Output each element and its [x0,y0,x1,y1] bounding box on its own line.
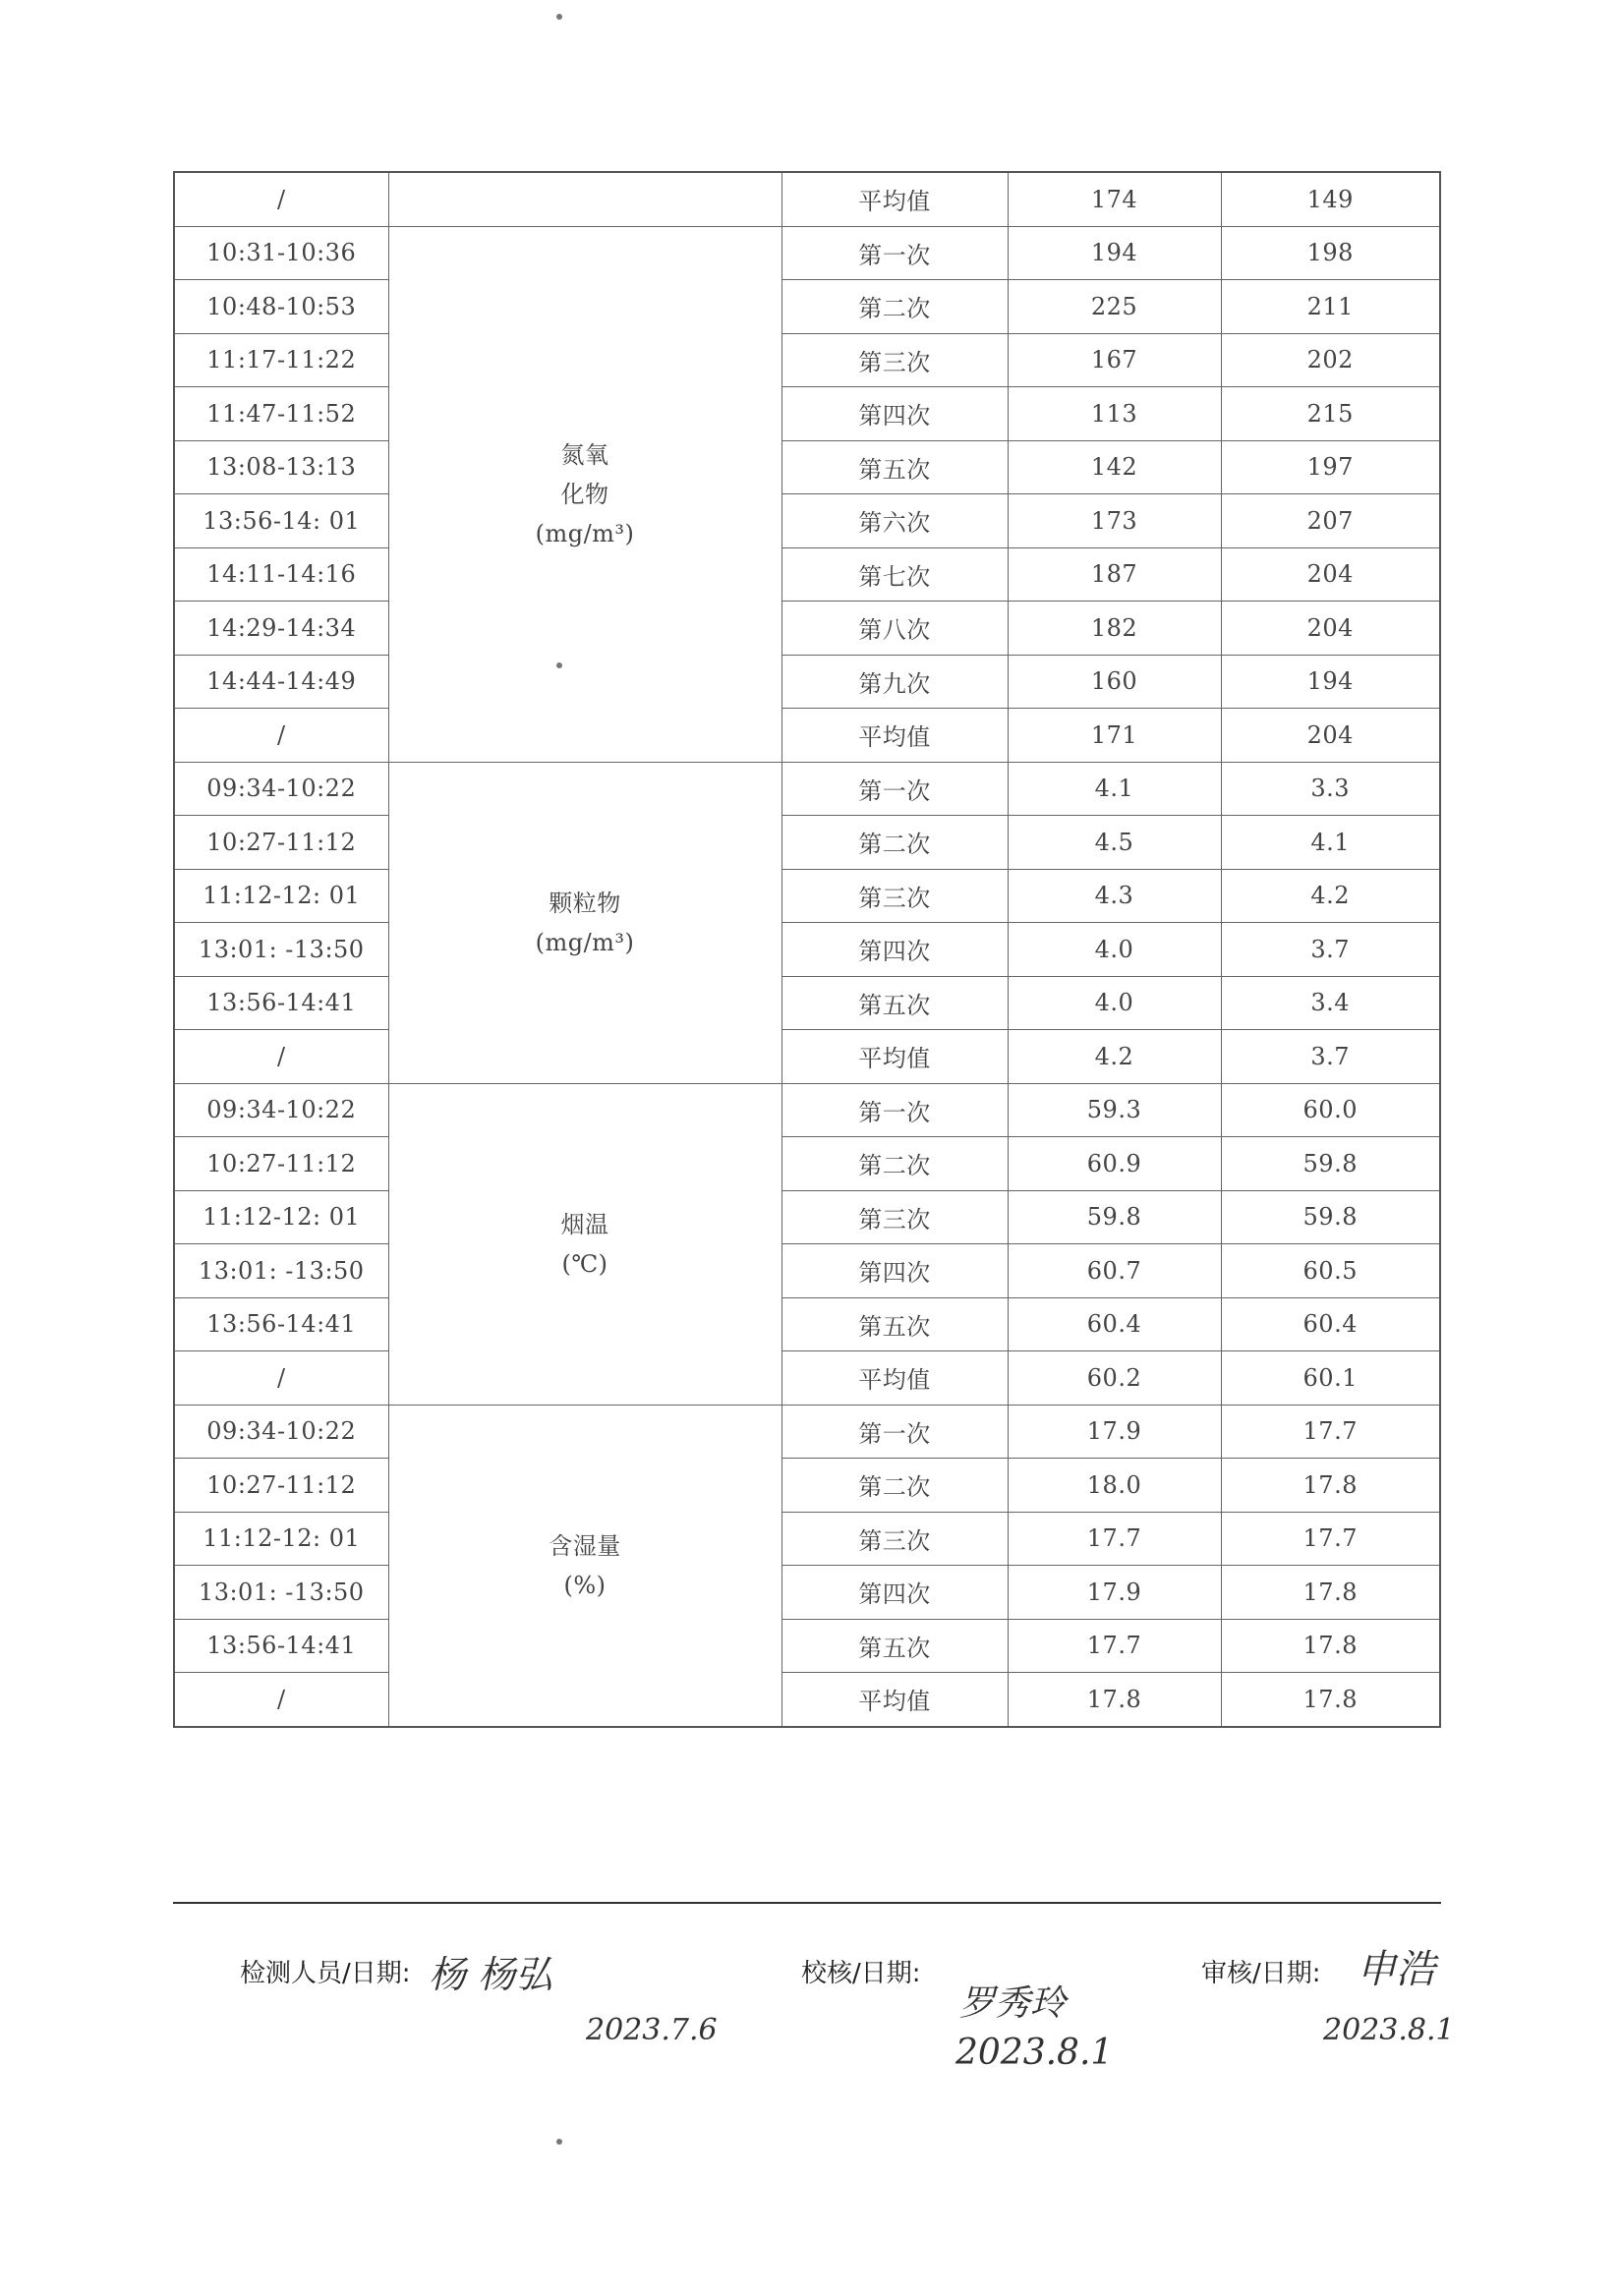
time-cell: 10:31-10:36 [174,226,388,280]
value-cell: 204 [1221,602,1440,656]
sample-label-cell: 第二次 [781,816,1008,870]
reviewer-signature: 申浩 [1357,1947,1435,1992]
value-cell: 4.0 [1008,923,1221,977]
value-cell: 60.4 [1008,1297,1221,1351]
inspector-signature: 杨 杨弘 [429,1953,553,1996]
sample-label-cell: 第八次 [781,602,1008,656]
value-cell: 211 [1221,280,1440,334]
sample-label-cell: 第五次 [781,1297,1008,1351]
parameter-line1: 颗粒物 [549,889,621,917]
value-cell: 59.8 [1221,1137,1440,1191]
checker-date: 2023.8.1 [955,2033,1114,2073]
sample-label-cell: 第六次 [781,494,1008,548]
time-cell: / [174,1030,388,1084]
sample-label-cell: 平均值 [781,709,1008,763]
parameter-line1: 氮氧 [560,440,609,469]
table-row [174,1244,1440,1298]
parameter-cell-nox [388,226,781,762]
inspector-date: 2023.7.6 [586,2013,718,2047]
value-cell: 182 [1008,602,1221,656]
value-cell: 17.8 [1221,1459,1440,1513]
table-row [174,602,1440,656]
time-cell: 11:12-12: 01 [174,1512,388,1566]
value-cell: 59.8 [1221,1190,1440,1244]
parameter-line2: 化物 [560,480,609,508]
parameter-cell-pm [388,762,781,1083]
sample-label-cell: 第四次 [781,1244,1008,1298]
value-cell: 149 [1221,172,1440,226]
time-cell: 10:48-10:53 [174,280,388,334]
value-cell: 171 [1008,709,1221,763]
sample-label-cell: 平均值 [781,172,1008,226]
value-cell: 60.2 [1008,1351,1221,1406]
value-cell: 202 [1221,333,1440,387]
value-cell: 3.3 [1221,762,1440,816]
value-cell: 60.1 [1221,1351,1440,1406]
value-cell: 160 [1008,655,1221,709]
parameter-unit: (℃) [561,1249,608,1278]
table-row [174,440,1440,494]
time-cell: 09:34-10:22 [174,1405,388,1459]
parameter-cell-moisture [388,1405,781,1727]
time-cell: 14:29-14:34 [174,602,388,656]
value-cell: 197 [1221,440,1440,494]
table-row [174,1673,1440,1727]
scan-speck [556,2139,562,2145]
table-row [174,762,1440,816]
value-cell: 4.2 [1221,869,1440,923]
time-cell: / [174,709,388,763]
sample-label-cell: 第三次 [781,1190,1008,1244]
table-row [174,1512,1440,1566]
table-row [174,709,1440,763]
parameter-unit: (mg/m³) [535,519,635,547]
value-cell: 215 [1221,387,1440,441]
time-cell: / [174,1351,388,1406]
time-cell: 13:56-14:41 [174,1619,388,1673]
sample-label-cell: 第一次 [781,762,1008,816]
value-cell: 225 [1008,280,1221,334]
value-cell: 17.8 [1221,1566,1440,1620]
sample-label-cell: 第三次 [781,333,1008,387]
value-cell: 174 [1008,172,1221,226]
value-cell: 207 [1221,494,1440,548]
value-cell: 3.7 [1221,923,1440,977]
time-cell: 13:01: -13:50 [174,1566,388,1620]
value-cell: 4.0 [1008,976,1221,1030]
sample-label-cell: 第四次 [781,1566,1008,1620]
parameter-cell [388,172,781,226]
checker-signature: 罗秀玲 [959,1983,1067,2024]
value-cell: 4.1 [1008,762,1221,816]
sample-label-cell: 第一次 [781,226,1008,280]
time-cell: / [174,172,388,226]
table-row [174,1619,1440,1673]
sample-label-cell: 平均值 [781,1673,1008,1727]
parameter-unit: (mg/m³) [535,928,635,956]
value-cell: 17.8 [1008,1673,1221,1727]
value-cell: 18.0 [1008,1459,1221,1513]
table-row [174,655,1440,709]
table-row [174,333,1440,387]
reviewer-date: 2023.8.1 [1323,2013,1455,2047]
value-cell: 60.0 [1221,1083,1440,1137]
table-body [174,172,1440,1727]
table-row [174,923,1440,977]
table-row [174,547,1440,602]
measurement-table [173,171,1441,1728]
footer-divider [173,1902,1441,1904]
parameter-unit: (%) [563,1571,607,1599]
time-cell: 13:01: -13:50 [174,923,388,977]
table-row [174,172,1440,226]
value-cell: 60.4 [1221,1297,1440,1351]
value-cell: 3.4 [1221,976,1440,1030]
value-cell: 17.7 [1221,1405,1440,1459]
table-row [174,869,1440,923]
inspector-label: 检测人员/日期: [240,1959,411,1988]
time-cell: 11:47-11:52 [174,387,388,441]
time-cell: 10:27-11:12 [174,1459,388,1513]
value-cell: 17.7 [1008,1619,1221,1673]
value-cell: 4.2 [1008,1030,1221,1084]
time-cell: 11:17-11:22 [174,333,388,387]
table-row [174,1030,1440,1084]
value-cell: 3.7 [1221,1030,1440,1084]
value-cell: 142 [1008,440,1221,494]
sample-label-cell: 平均值 [781,1351,1008,1406]
value-cell: 198 [1221,226,1440,280]
table-row [174,1459,1440,1513]
time-cell: 13:56-14: 01 [174,494,388,548]
sample-label-cell: 第一次 [781,1405,1008,1459]
table-row [174,976,1440,1030]
sample-label-cell: 第二次 [781,1137,1008,1191]
value-cell: 60.9 [1008,1137,1221,1191]
checker-label: 校核/日期: [801,1959,921,1988]
table-row [174,387,1440,441]
time-cell: 13:56-14:41 [174,1297,388,1351]
value-cell: 60.5 [1221,1244,1440,1298]
sample-label-cell: 第二次 [781,280,1008,334]
time-cell: 14:11-14:16 [174,547,388,602]
table-row [174,280,1440,334]
value-cell: 167 [1008,333,1221,387]
time-cell: 09:34-10:22 [174,762,388,816]
sample-label-cell: 第二次 [781,1459,1008,1513]
value-cell: 4.5 [1008,816,1221,870]
value-cell: 59.3 [1008,1083,1221,1137]
value-cell: 173 [1008,494,1221,548]
scan-speck [556,14,562,20]
sample-label-cell: 第三次 [781,869,1008,923]
sample-label-cell: 第五次 [781,1619,1008,1673]
time-cell: / [174,1673,388,1727]
time-cell: 10:27-11:12 [174,1137,388,1191]
value-cell: 17.7 [1221,1512,1440,1566]
table-row [174,1083,1440,1137]
value-cell: 194 [1008,226,1221,280]
value-cell: 60.7 [1008,1244,1221,1298]
time-cell: 09:34-10:22 [174,1083,388,1137]
time-cell: 14:44-14:49 [174,655,388,709]
time-cell: 10:27-11:12 [174,816,388,870]
time-cell: 13:01: -13:50 [174,1244,388,1298]
value-cell: 4.1 [1221,816,1440,870]
value-cell: 17.8 [1221,1619,1440,1673]
value-cell: 17.9 [1008,1405,1221,1459]
parameter-cell-temp [388,1083,781,1405]
sample-label-cell: 第一次 [781,1083,1008,1137]
value-cell: 17.7 [1008,1512,1221,1566]
table-row [174,1190,1440,1244]
time-cell: 11:12-12: 01 [174,1190,388,1244]
sample-label-cell: 第四次 [781,923,1008,977]
sample-label-cell: 平均值 [781,1030,1008,1084]
sample-label-cell: 第五次 [781,976,1008,1030]
parameter-line1: 含湿量 [549,1531,621,1560]
parameter-line1: 烟温 [560,1210,609,1238]
value-cell: 204 [1221,547,1440,602]
value-cell: 194 [1221,655,1440,709]
table-row [174,226,1440,280]
table-row [174,1137,1440,1191]
value-cell: 4.3 [1008,869,1221,923]
time-cell: 13:56-14:41 [174,976,388,1030]
scan-speck [556,662,562,668]
value-cell: 17.8 [1221,1673,1440,1727]
table-row [174,816,1440,870]
value-cell: 59.8 [1008,1190,1221,1244]
sample-label-cell: 第三次 [781,1512,1008,1566]
sample-label-cell: 第九次 [781,655,1008,709]
table-row [174,1351,1440,1406]
value-cell: 113 [1008,387,1221,441]
reviewer-label: 审核/日期: [1201,1959,1321,1988]
value-cell: 187 [1008,547,1221,602]
value-cell: 17.9 [1008,1566,1221,1620]
time-cell: 13:08-13:13 [174,440,388,494]
sample-label-cell: 第七次 [781,547,1008,602]
table-row [174,1405,1440,1459]
table-row [174,1297,1440,1351]
table-row [174,1566,1440,1620]
table-row [174,494,1440,548]
sample-label-cell: 第四次 [781,387,1008,441]
sample-label-cell: 第五次 [781,440,1008,494]
time-cell: 11:12-12: 01 [174,869,388,923]
value-cell: 204 [1221,709,1440,763]
